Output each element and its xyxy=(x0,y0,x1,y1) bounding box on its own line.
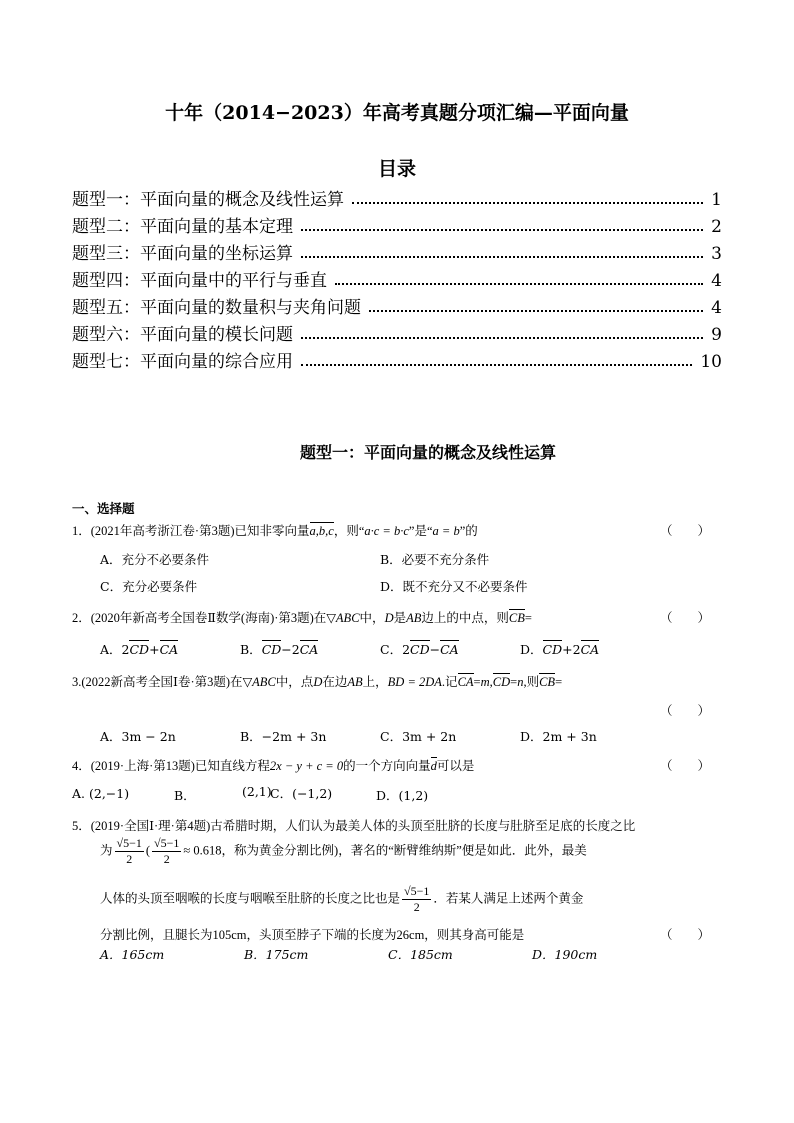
option-a[interactable]: A．2CD+CA xyxy=(100,642,179,657)
option-d[interactable]: D．190cm xyxy=(532,947,598,962)
toc-item[interactable] xyxy=(72,292,722,318)
question-4-stem: 4．(2019·上海·第13题)已知直线方程2x − y + c = 0的一个方向向量d可以是 xyxy=(72,759,475,773)
question-5-line-3: 人体的头顶至咽喉的长度与咽喉至肚脐的长度之比也是 $\frac{√5-1}{2}$ ．若某人满足上述两个黄金 xyxy=(100,884,584,914)
option-b[interactable]: B．−2m + 3n xyxy=(240,729,327,744)
option-d[interactable]: D．既不充分又不必要条件 xyxy=(380,579,528,594)
toc-heading: 目录 xyxy=(377,158,416,180)
page-title: 十年（2014−2023）年高考真题分项汇编—平面向量 xyxy=(165,102,629,124)
toc-leader-dots xyxy=(301,337,703,339)
option-a[interactable]: A．3m − 2n xyxy=(100,729,176,744)
answer-blank[interactable]: （ ） xyxy=(660,610,711,625)
option-c[interactable]: C．2CD−CA xyxy=(380,642,459,657)
option-c[interactable]: C．(−1,2) xyxy=(270,786,333,801)
golden-ratio-fraction: $\frac{√5-1}{2}$ xyxy=(404,884,430,914)
toc-item-label: 题型二：平面向量的基本定理 xyxy=(72,217,293,237)
toc-item-page: 2 xyxy=(711,217,722,237)
toc-item-page: 9 xyxy=(711,325,722,345)
option-a[interactable]: A. (2,−1) xyxy=(72,786,130,801)
toc-item[interactable] xyxy=(72,265,722,291)
toc-item[interactable] xyxy=(72,346,722,372)
toc-leader-dots xyxy=(335,283,703,285)
toc-leader-dots xyxy=(301,256,703,258)
option-b-value: (2,1) xyxy=(242,784,272,799)
toc-item[interactable] xyxy=(72,184,722,210)
question-1-stem: 1．(2021年高考浙江卷·第3题)已知非零向量a,b,c，则“a·c = b·c”是“a = b”的 xyxy=(72,524,478,538)
question-2-stem: 2．(2020年新高考全国卷Ⅱ数学(海南)·第3题)在▽ABC中，D是AB边上的中点，则CB= xyxy=(72,611,532,625)
toc-item-label: 题型六：平面向量的模长问题 xyxy=(72,325,293,345)
question-5-line-1: 5．(2019·全国Ⅰ·理·第4题)古希腊时期，人们认为最美人体的头顶至肚脐的长度与肚脐至足底的长度之比 xyxy=(72,819,636,833)
answer-blank[interactable]: （ ） xyxy=(660,703,711,718)
toc-item-page: 1 xyxy=(711,190,722,210)
answer-blank[interactable]: （ ） xyxy=(660,927,711,942)
toc-item[interactable] xyxy=(72,238,722,264)
condition-expr: a·c = b·c xyxy=(364,524,409,538)
section-title: 题型一：平面向量的概念及线性运算 xyxy=(300,443,557,462)
toc-item-page: 3 xyxy=(711,244,722,264)
option-c[interactable]: C．3m + 2n xyxy=(380,729,457,744)
question-5-line-2: 为 $\frac{√5-1}{2}$ ( $\frac{√5-1}{2}$ ≈ 0.618，称为黄金分割比例)，著名的“断臂维纳斯”便是如此．此外，最美 xyxy=(100,836,587,866)
toc-item-label: 题型三：平面向量的坐标运算 xyxy=(72,244,293,264)
question-3-stem: 3.(2022新高考全国Ⅰ卷·第3题)在▽ABC中，点D在边AB上，BD = 2DA.记CA=m,CD=n,则CB= xyxy=(72,675,563,689)
toc-item-page: 4 xyxy=(711,271,722,291)
condition-expr-2: a = b xyxy=(432,524,460,538)
subsection-heading: 一、选择题 xyxy=(72,502,135,516)
toc-item-label: 题型一：平面向量的概念及线性运算 xyxy=(72,190,344,210)
option-d[interactable]: D．2m + 3n xyxy=(520,729,597,744)
toc-leader-dots xyxy=(301,229,703,231)
option-a[interactable]: A．165cm xyxy=(100,947,165,962)
toc-item-label: 题型五：平面向量的数量积与夹角问题 xyxy=(72,298,361,318)
answer-blank[interactable]: （ ） xyxy=(660,523,711,538)
golden-ratio-fraction: $\frac{√5-1}{2}$ xyxy=(116,836,142,866)
toc-item[interactable] xyxy=(72,319,722,345)
option-b[interactable]: B． xyxy=(174,788,196,803)
toc-leader-dots xyxy=(352,202,703,204)
toc-item-page: 10 xyxy=(700,352,722,372)
toc-item-label: 题型七：平面向量的综合应用 xyxy=(72,352,293,372)
option-c[interactable]: C．充分必要条件 xyxy=(100,579,198,594)
vector-cb: CB xyxy=(508,611,525,625)
option-b[interactable]: B．必要不充分条件 xyxy=(380,552,490,567)
golden-ratio-fraction: $\frac{√5-1}{2}$ xyxy=(154,836,180,866)
option-c[interactable]: C．185cm xyxy=(388,947,453,962)
toc-leader-dots xyxy=(369,310,703,312)
toc-item-page: 4 xyxy=(711,298,722,318)
question-5-line-4: 分割比例，且腿长为105cm，头顶至脖子下端的长度为26cm，则其身高可能是 xyxy=(100,928,525,942)
vector-abc: a,b,c xyxy=(309,524,334,538)
option-d[interactable]: D．(1,2) xyxy=(376,788,429,803)
toc-item[interactable] xyxy=(72,211,722,237)
toc-leader-dots xyxy=(301,364,692,366)
option-a[interactable]: A．充分不必要条件 xyxy=(100,552,210,567)
toc-item-label: 题型四：平面向量中的平行与垂直 xyxy=(72,271,327,291)
option-d[interactable]: D．CD+2CA xyxy=(520,642,600,657)
answer-blank[interactable]: （ ） xyxy=(660,758,711,773)
option-b[interactable]: B．175cm xyxy=(244,947,309,962)
option-b[interactable]: B．CD−2CA xyxy=(240,642,319,657)
